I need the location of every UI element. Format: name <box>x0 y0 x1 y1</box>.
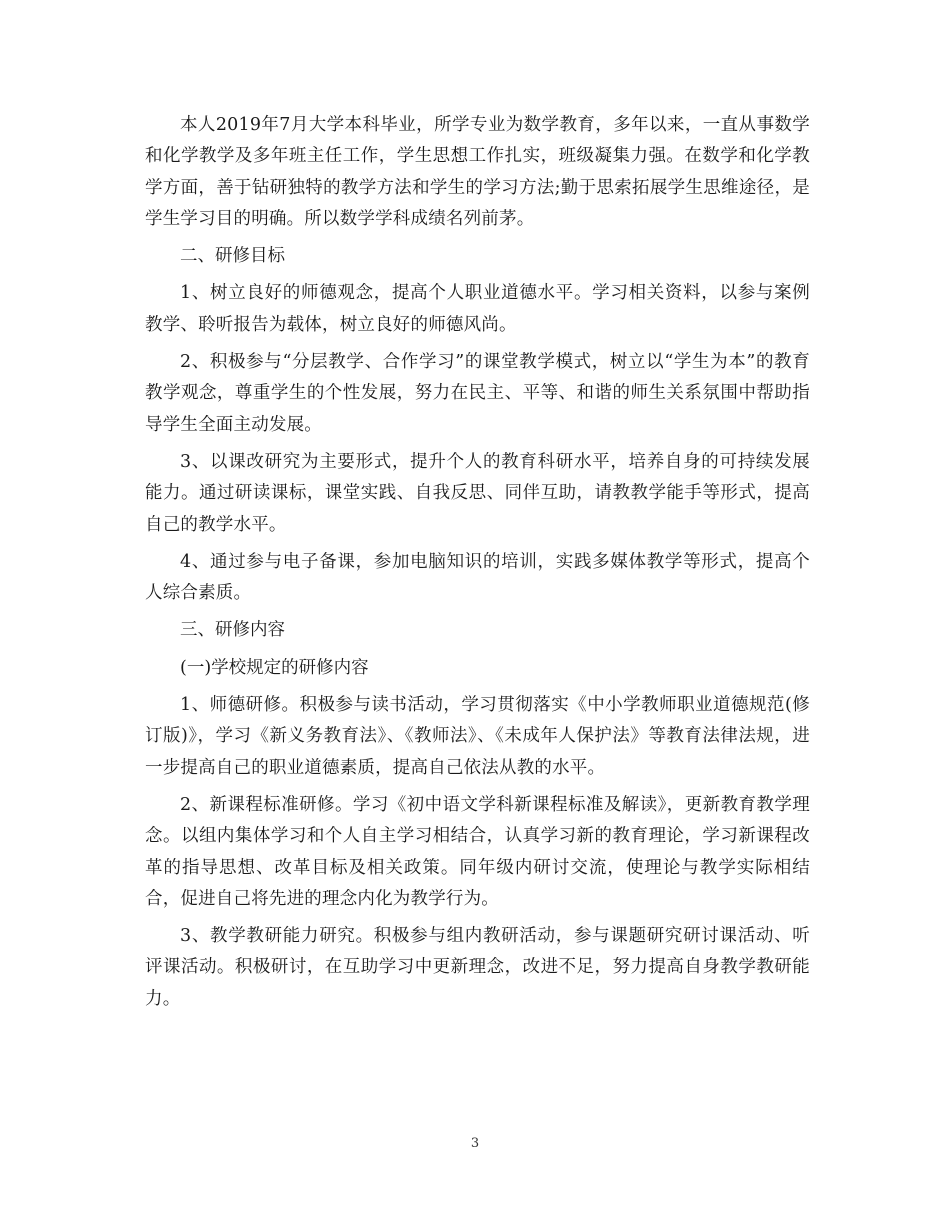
paragraph-content-1: 1、师德研修。积极参与读书活动，学习贯彻落实《中小学教师职业道德规范(修订版)》，学习《新义务教育法》、《教师法》、《未成年人保护法》等教育法律法规，进一步提高自己的职业道德素质，提高自己依法从教的水平。 <box>145 695 810 778</box>
section-heading-goals: 二、研修目标 <box>180 246 285 267</box>
subsection-heading-school: (一)学校规定的研修内容 <box>180 657 369 678</box>
paragraph-goal-1: 1、树立良好的师德观念，提高个人职业道德水平。学习相关资料，以参与案例教学、聆听报告为载体，树立良好的师德风尚。 <box>145 283 810 335</box>
paragraph-content-3: 3、教学教研能力研究。积极参与组内教研活动，参与课题研究研讨课活动、听评课活动。积极研讨，在互助学习中更新理念，改进不足，努力提高自身教学教研能力。 <box>145 926 810 1009</box>
paragraph-content-2: 2、新课程标准研修。学习《初中语文学科新课程标准及解读》，更新教育教学理念。以组内集体学习和个人自主学习相结合，认真学习新的教育理论，学习新课程改革的指导思想、改革目标及相关政策。同年级内研讨交流，使理论与教学实际相结合，促进自己将先进的理念内化为教学行为。 <box>145 794 810 909</box>
document-body <box>145 110 810 1021</box>
paragraph-goal-3: 3、以课改研究为主要形式，提升个人的教育科研水平，培养自身的可持续发展能力。通过研读课标，课堂实践、自我反思、同伴互助，请教教学能手等形式，提高自己的教学水平。 <box>145 451 810 535</box>
section-heading-content: 三、研修内容 <box>180 620 285 641</box>
paragraph-goal-4: 4、通过参与电子备课，参加电脑知识的培训，实践多媒体教学等形式，提高个人综合素质。 <box>145 551 810 604</box>
paragraph-goal-2: 2、积极参与“分层教学、合作学习”的课堂教学模式，树立以“学生为本”的教育教学观念，尊重学生的个性发展，努力在民主、平等、和谐的师生关系氛围中帮助指导学生全面主动发展。 <box>145 352 810 435</box>
paragraph-background: 本人2019年7月大学本科毕业，所学专业为数学教育，多年以来，一直从事数学和化学教学及多年班主任工作，学生思想工作扎实，班级凝集力强。在数学和化学教学方面，善于钻研独特的教学方法和学生的学习方法;勤于思索拓展学生思维途径，是学生学习目的明确。所以数学学科成绩名列前茅。 <box>145 115 810 229</box>
page-number: 3 <box>470 1136 480 1151</box>
